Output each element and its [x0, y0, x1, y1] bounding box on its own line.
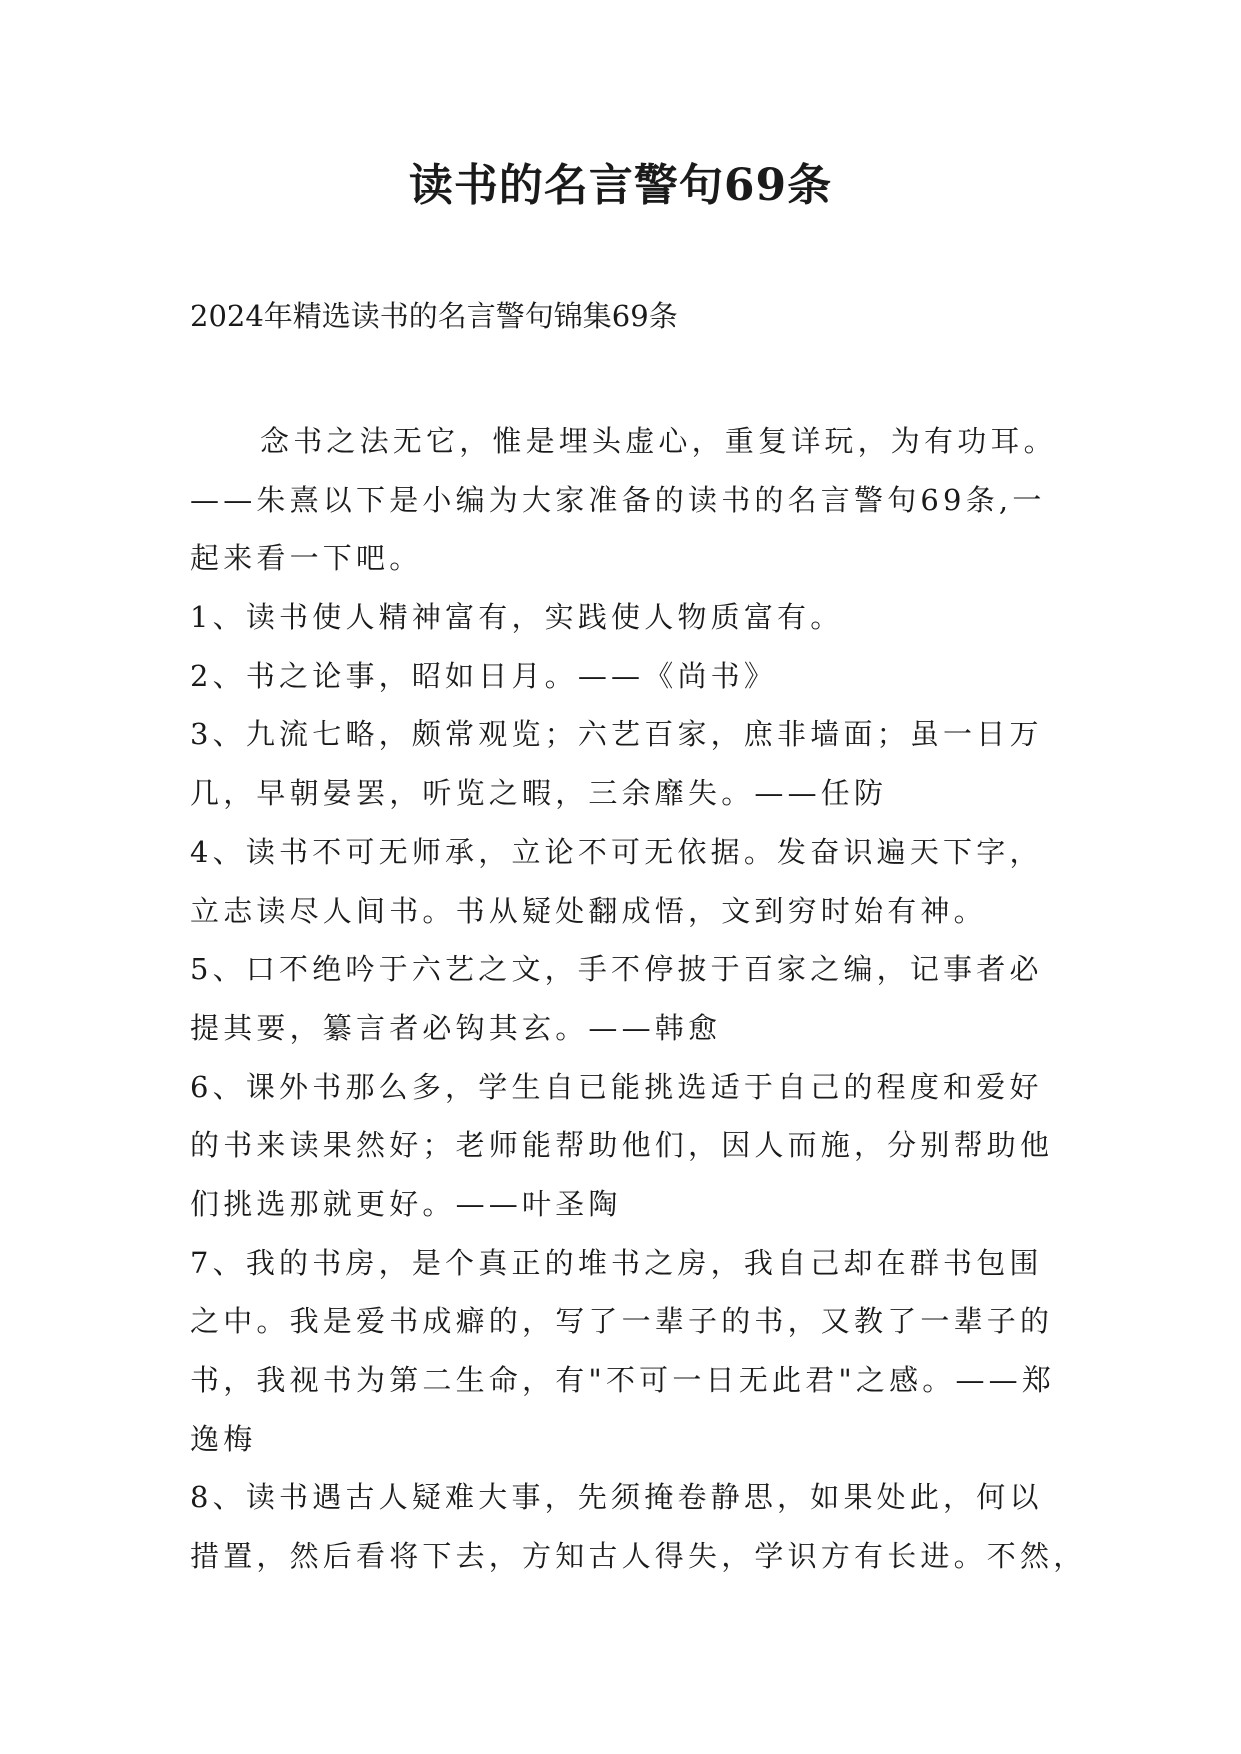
- quote-item-continued: 之中。我是爱书成癖的，写了一辈子的书，又教了一辈子的: [190, 1304, 1054, 1339]
- document-subtitle: 2024年精选读书的名言警句锦集69条: [190, 299, 678, 333]
- quote-item-continued: 立志读尽人间书。书从疑处翻成悟，文到穷时始有神。: [190, 893, 987, 928]
- quote-item-continued: 书，我视书为第二生命，有"不可一日无此君"之感。——郑: [190, 1363, 1056, 1397]
- quote-item-continued: 的书来读果然好；老师能帮助他们，因人而施，分别帮助他: [190, 1128, 1054, 1163]
- body-line: 起来看一下吧。: [190, 541, 423, 576]
- document-body: [190, 412, 1087, 1586]
- quote-item-continued: 们挑选那就更好。——叶圣陶: [190, 1186, 622, 1221]
- quote-item-continued: 措置，然后看将下去，方知古人得失，学识方有长进。不然，: [190, 1539, 1087, 1574]
- quote-item: 2、书之论事，昭如日月。——《尚书》: [190, 658, 778, 693]
- body-line: 念书之法无它，惟是埋头虚心，重复详玩，为有功耳。: [260, 424, 1057, 458]
- document-title: 读书的名言警句69条: [408, 160, 833, 211]
- quote-item: 1、读书使人精神富有，实践使人物质富有。: [190, 600, 844, 635]
- quote-item: 7、我的书房，是个真正的堆书之房，我自己却在群书包围: [190, 1245, 1043, 1280]
- quote-item: 5、口不绝吟于六艺之文，手不停披于百家之编，记事者必: [190, 952, 1043, 987]
- quote-item-continued: 提其要，纂言者必钩其玄。——韩愈: [190, 1010, 722, 1045]
- quote-item: 4、读书不可无师承，立论不可无依据。发奋识遍天下字，: [190, 834, 1043, 869]
- quote-item: 8、读书遇古人疑难大事，先须掩卷静思，如果处此，何以: [190, 1480, 1043, 1515]
- quote-item-continued: 逸梅: [190, 1421, 257, 1456]
- quote-item: 6、课外书那么多，学生自已能挑选适于自己的程度和爱好: [190, 1069, 1043, 1104]
- quote-item: 3、九流七略，颇常观览；六艺百家，庶非墙面；虽一日万: [190, 717, 1043, 752]
- quote-item-continued: 几，早朝晏罢，听览之暇，三余靡失。——任防: [190, 776, 888, 811]
- body-line: ——朱熹以下是小编为大家准备的读书的名言警句69条,一: [190, 482, 1046, 517]
